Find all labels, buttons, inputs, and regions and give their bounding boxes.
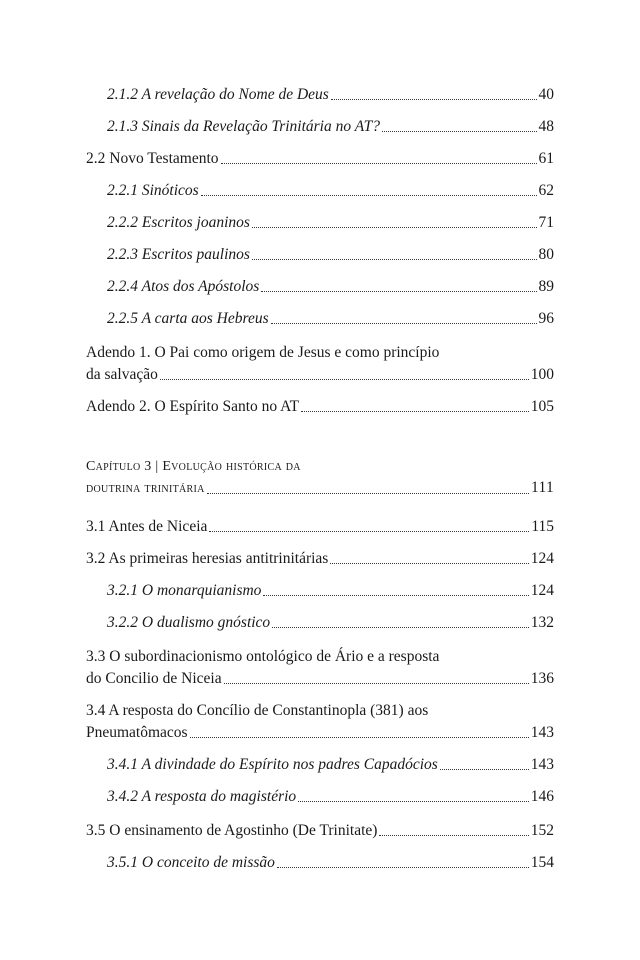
toc-entry-title: Adendo 1. O Pai como origem de Jesus e como princípio bbox=[86, 344, 440, 361]
toc-entry-title: 3.1 Antes de Niceia bbox=[86, 518, 208, 535]
toc-page-number: 105 bbox=[530, 398, 554, 415]
leader-dots bbox=[440, 768, 529, 770]
toc-entry bbox=[86, 646, 554, 689]
toc-page-number: 132 bbox=[530, 614, 554, 631]
toc-entry bbox=[86, 148, 554, 169]
table-of-contents bbox=[86, 84, 554, 873]
toc-entry-title-cont: da salvação bbox=[86, 366, 158, 383]
leader-dots bbox=[252, 258, 537, 260]
toc-entry-title-cont: do Concilio de Niceia bbox=[86, 670, 222, 687]
toc-entry bbox=[86, 244, 554, 265]
toc-entry-title: 2.1.3 Sinais da Revelação Trinitária no AT? bbox=[107, 118, 380, 135]
toc-page-number: 62 bbox=[538, 182, 554, 199]
toc-entry bbox=[86, 786, 554, 807]
toc-page-number: 96 bbox=[538, 310, 554, 327]
toc-entry-title: 3.4.2 A resposta do magistério bbox=[107, 788, 297, 805]
leader-dots bbox=[224, 682, 529, 684]
toc-entry-title: Adendo 2. O Espírito Santo no AT bbox=[86, 398, 300, 415]
toc-entry bbox=[86, 276, 554, 297]
toc-page-number: 146 bbox=[530, 788, 554, 805]
toc-entry-title: 3.5.1 O conceito de missão bbox=[107, 854, 275, 871]
toc-page-number: 100 bbox=[530, 366, 554, 383]
leader-dots bbox=[330, 562, 528, 564]
toc-page-number: 80 bbox=[538, 246, 554, 263]
leader-dots bbox=[382, 130, 537, 132]
leader-dots bbox=[207, 492, 529, 494]
toc-entry bbox=[86, 180, 554, 201]
toc-entry bbox=[86, 342, 554, 385]
toc-page-number: 143 bbox=[530, 756, 554, 773]
toc-entry bbox=[86, 548, 554, 569]
toc-entry-title: 2.2 Novo Testamento bbox=[86, 150, 219, 167]
toc-page-number: 71 bbox=[538, 214, 554, 231]
toc-page-number: 143 bbox=[530, 724, 554, 741]
toc-entry-title: 3.4.1 A divindade do Espírito nos padres Capadócios bbox=[107, 756, 438, 773]
toc-entry-title: 3.3 O subordinacionismo ontológico de Ário e a resposta bbox=[86, 648, 440, 665]
leader-dots bbox=[277, 866, 529, 868]
toc-entry bbox=[86, 308, 554, 329]
toc-entry bbox=[86, 612, 554, 633]
chapter-title-cont: doutrina trinitária bbox=[86, 481, 205, 496]
toc-entry-title: 3.2 As primeiras heresias antitrinitárias bbox=[86, 550, 329, 567]
toc-page-number: 124 bbox=[530, 550, 554, 567]
leader-dots bbox=[209, 530, 529, 532]
toc-entry bbox=[86, 396, 554, 417]
leader-dots bbox=[271, 322, 537, 324]
leader-dots bbox=[301, 410, 529, 412]
chapter-title: Capítulo 3 | Evolução histórica da bbox=[86, 459, 301, 474]
leader-dots bbox=[298, 800, 529, 802]
toc-entry-title: 3.4 A resposta do Concílio de Constantinopla (381) aos bbox=[86, 702, 429, 719]
toc-page-number: 89 bbox=[538, 278, 554, 295]
toc-entry-title: 2.2.4 Atos dos Apóstolos bbox=[107, 278, 260, 295]
leader-dots bbox=[160, 378, 529, 380]
toc-entry-title: 3.5 O ensinamento de Agostinho (De Trinitate) bbox=[86, 822, 378, 839]
toc-page-number: 154 bbox=[530, 854, 554, 871]
leader-dots bbox=[272, 626, 529, 628]
toc-entry bbox=[86, 820, 554, 841]
toc-entry bbox=[86, 852, 554, 873]
toc-page-number: 48 bbox=[538, 118, 554, 135]
leader-dots bbox=[261, 290, 536, 292]
toc-entry-title: 2.2.2 Escritos joaninos bbox=[107, 214, 250, 231]
leader-dots bbox=[263, 594, 528, 596]
toc-entry bbox=[86, 754, 554, 775]
leader-dots bbox=[379, 834, 528, 836]
toc-page-number: 111 bbox=[531, 479, 554, 496]
toc-entry bbox=[86, 116, 554, 137]
toc-page-number: 61 bbox=[538, 150, 554, 167]
toc-entry-title-cont: Pneumatômacos bbox=[86, 724, 188, 741]
leader-dots bbox=[201, 194, 537, 196]
toc-entry-title: 3.2.2 O dualismo gnóstico bbox=[107, 614, 271, 631]
toc-page-number: 115 bbox=[531, 518, 554, 535]
toc-entry-title: 2.1.2 A revelação do Nome de Deus bbox=[107, 86, 329, 103]
toc-entry bbox=[86, 700, 554, 743]
toc-entry-title: 2.2.1 Sinóticos bbox=[107, 182, 199, 199]
toc-page-number: 136 bbox=[530, 670, 554, 687]
toc-entry bbox=[86, 84, 554, 105]
toc-page-number: 152 bbox=[530, 822, 554, 839]
toc-page-number: 124 bbox=[530, 582, 554, 599]
toc-entry bbox=[86, 516, 554, 537]
toc-entry bbox=[86, 212, 554, 233]
leader-dots bbox=[190, 736, 529, 738]
leader-dots bbox=[331, 98, 537, 100]
toc-entry bbox=[86, 580, 554, 601]
leader-dots bbox=[252, 226, 537, 228]
toc-entry-title: 3.2.1 O monarquianismo bbox=[107, 582, 262, 599]
chapter-heading bbox=[86, 457, 554, 499]
leader-dots bbox=[221, 162, 537, 164]
toc-entry-title: 2.2.3 Escritos paulinos bbox=[107, 246, 250, 263]
toc-page-number: 40 bbox=[538, 86, 554, 103]
toc-entry-title: 2.2.5 A carta aos Hebreus bbox=[107, 310, 269, 327]
